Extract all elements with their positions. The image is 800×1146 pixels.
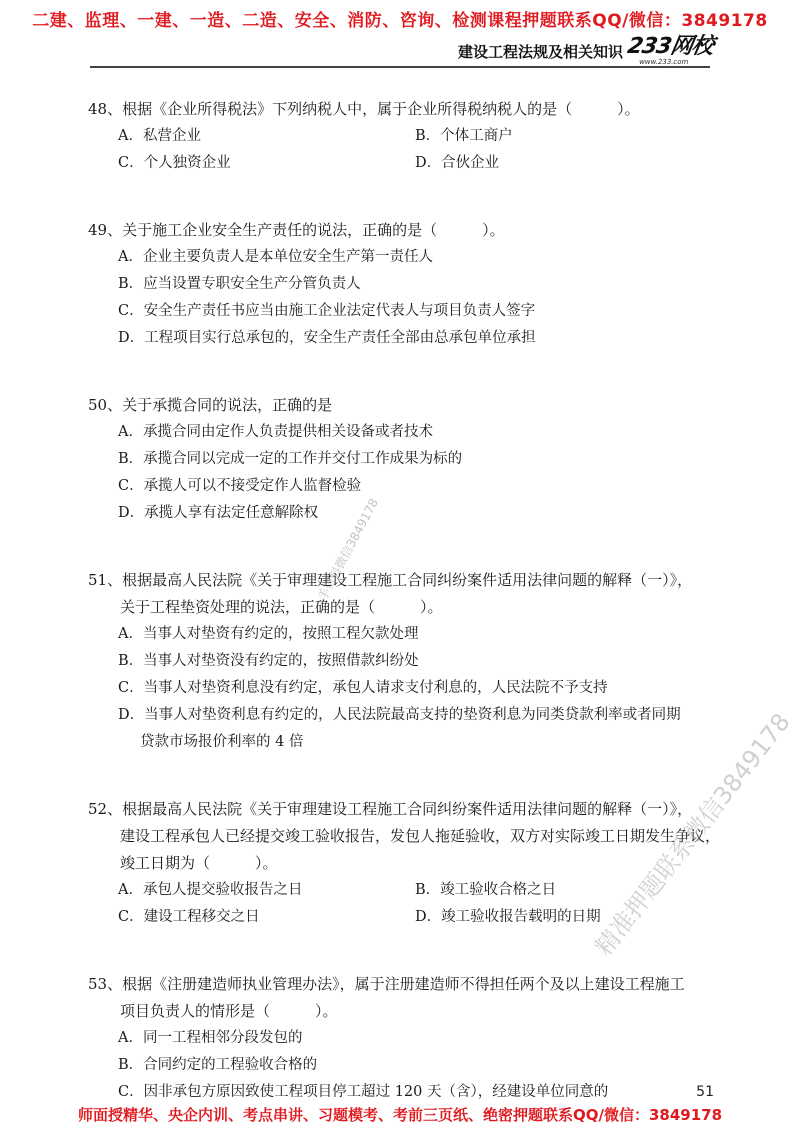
option-c: C．因非承包方原因致使工程项目停工超过 120 天（含），经建设单位同意的 (118, 1084, 609, 1100)
page-header (458, 34, 715, 66)
question-53 (88, 971, 720, 1106)
question-stem-continued: 竣工日期为（ ）。 (120, 854, 278, 872)
option-b: B．个体工商户 (415, 128, 513, 144)
question-52 (88, 796, 720, 931)
option-a: A．当事人对垫资有约定的，按照工程欠款处理 (118, 626, 419, 642)
question-stem-continued: 项目负责人的情形是（ ）。 (120, 1002, 338, 1020)
option-c: C．安全生产责任书应当由施工企业法定代表人与项目负责人签字 (118, 303, 536, 319)
question-stem: 50、关于承揽合同的说法，正确的是 (88, 396, 333, 414)
option-a: A．承包人提交验收报告之日 (118, 882, 303, 898)
option-a: A．私营企业 (118, 128, 201, 144)
bottom-ad-banner: 师面授精华、央企内训、考点串讲、习题模考、考前三页纸、绝密押题联系QQ/微信：3849178 (77, 1106, 723, 1124)
question-stem-continued: 关于工程垫资处理的说法，正确的是（ ）。 (120, 598, 443, 616)
top-ad-banner: 二建、监理、一建、一造、二造、安全、消防、咨询、检测课程押题联系QQ/微信：3849178 (32, 11, 768, 31)
option-d-continued: 贷款市场报价利率的 4 倍 (140, 734, 304, 750)
option-b: B．应当设置专职安全生产分管负责人 (118, 276, 361, 292)
option-grid (88, 123, 720, 177)
question-stem: 53、根据《注册建造师执业管理办法》，属于注册建造师不得担任两个及以上建设工程施工 (88, 975, 685, 993)
option-d: D．工程项目实行总承包的，安全生产责任全部由总承包单位承担 (118, 330, 536, 346)
question-stem: 51、根据最高人民法院《关于审理建设工程施工合同纠纷案件适用法律问题的解释（一）》， (88, 571, 693, 589)
option-grid (88, 877, 720, 931)
header-subject: 建设工程法规及相关知识 (458, 42, 624, 61)
header-divider (90, 66, 710, 68)
option-a: A．企业主要负责人是本单位安全生产第一责任人 (118, 249, 433, 265)
option-a: A．同一工程相邻分段发包的 (118, 1030, 303, 1046)
question-stem: 48、根据《企业所得税法》下列纳税人中，属于企业所得税纳税人的是（ ）。 (88, 100, 640, 118)
option-c: C．个人独资企业 (118, 155, 231, 171)
question-stem: 52、根据最高人民法院《关于审理建设工程施工合同纠纷案件适用法律问题的解释（一）》， (88, 800, 693, 818)
question-list (88, 96, 720, 1146)
watermark-large: 精准押题联系微信3849178 (589, 708, 796, 961)
question-49 (88, 217, 720, 352)
option-b: B．当事人对垫资没有约定的，按照借款纠纷处 (118, 653, 419, 669)
option-d: D．竣工验收报告载明的日期 (415, 909, 601, 925)
option-c: C．建设工程移交之日 (118, 909, 260, 925)
question-stem-continued: 建设工程承包人已经提交竣工验收报告，发包人拖延验收，双方对实际竣工日期发生争议， (120, 827, 721, 845)
option-d: D．当事人对垫资利息有约定的，人民法院最高支持的垫资利息为同类贷款利率或者同期 (118, 707, 681, 723)
brand-logo (624, 36, 714, 66)
question-stem: 49、关于施工企业安全生产责任的说法，正确的是（ ）。 (88, 221, 505, 239)
option-b: B．合同约定的工程验收合格的 (118, 1057, 318, 1073)
page-number: 51 (696, 1084, 714, 1100)
option-a: A．承揽合同由定作人负责提供相关设备或者技术 (118, 424, 433, 440)
logo-url: www.233.com (638, 58, 690, 66)
option-c: C．当事人对垫资利息没有约定，承包人请求支付利息的，人民法院不予支持 (118, 680, 608, 696)
option-b: B．承揽合同以完成一定的工作并交付工作成果为标的 (118, 451, 463, 467)
question-50 (88, 392, 720, 527)
option-c: C．承揽人可以不接受定作人监督检验 (118, 478, 362, 494)
question-51 (88, 567, 720, 756)
watermark-small: 一手资料微信3849178 (309, 496, 382, 614)
option-d: D．承揽人享有法定任意解除权 (118, 505, 319, 521)
question-48 (88, 96, 720, 177)
logo-text: 233网校 (625, 34, 715, 59)
option-b: B．竣工验收合格之日 (415, 882, 557, 898)
option-d: D．合伙企业 (415, 155, 500, 171)
